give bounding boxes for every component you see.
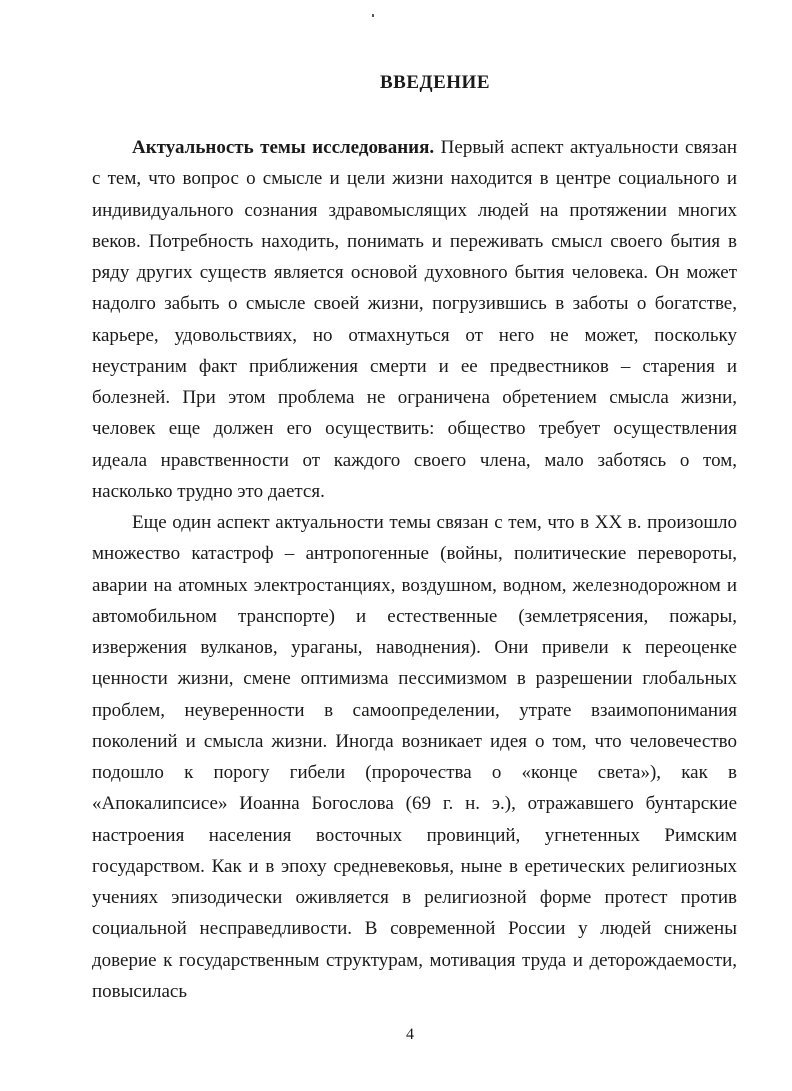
- scan-speck: [372, 14, 374, 17]
- paragraph-relevance: [92, 132, 737, 507]
- paragraph-catastrophes: [92, 507, 737, 1007]
- body-text: [92, 132, 737, 1007]
- heading-container: [0, 72, 792, 94]
- paragraph-text: Еще один аспект актуальности темы связан с тем, что в XX в. произошло множество катастроф – антропогенные (войны, политические перевороты, аварии на атомных электростанциях, воздушном, водном, железнодорожном и автомобильном транспорте) и естественные (землетрясения, пожары, извержения вулканов, ураганы, наводнения). Они привели к переоценке ценности жизни, смене оптимизма пессимизмом в разрешении глобальных проблем, неуверенности в самоопределении, утрате взаимопонимания поколений и смысла жизни. Иногда возникает идея о том, что человечество подошло к порогу гибели (пророчества о «конце света»), как в «Апокалипсисе» Иоанна Богослова (69 г. н. э.), отражавшего бунтарские настроения населения восточных провинций, угнетенных Римским государством. Как и в эпоху средневековья, ныне в еретических религиозных учениях эпизодически оживляется в религиозной форме протест против социальной несправедливости. В современной России у людей снижены доверие к государственным структурам, мотивация труда и деторождаемости, повысилась: [92, 512, 737, 1002]
- page-title: ВВЕДЕНИЕ: [380, 72, 490, 93]
- paragraph-lead: Актуальность темы исследования.: [132, 137, 435, 158]
- page-number: 4: [406, 1026, 414, 1043]
- paragraph-text: Первый аспект актуальности связан с тем, что вопрос о смысле и цели жизни находится в центре социального и индивидуального сознания здравомыслящих людей на протяжении многих веков. Потребность находить, понимать и переживать смысл своего бытия в ряду других существ является основой духовного бытия человека. Он может надолго забыть о смысле своей жизни, погрузившись в заботы о богатстве, карьере, удовольствиях, но отмахнуться от него не может, поскольку неустраним факт приближения смерти и ее предвестников – старения и болезней. При этом проблема не ограничена обретением смысла жизни, человек еще должен его осуществить: общество требует осуществления идеала нравственности от каждого своего члена, мало заботясь о том, насколько трудно это дается.: [92, 137, 737, 502]
